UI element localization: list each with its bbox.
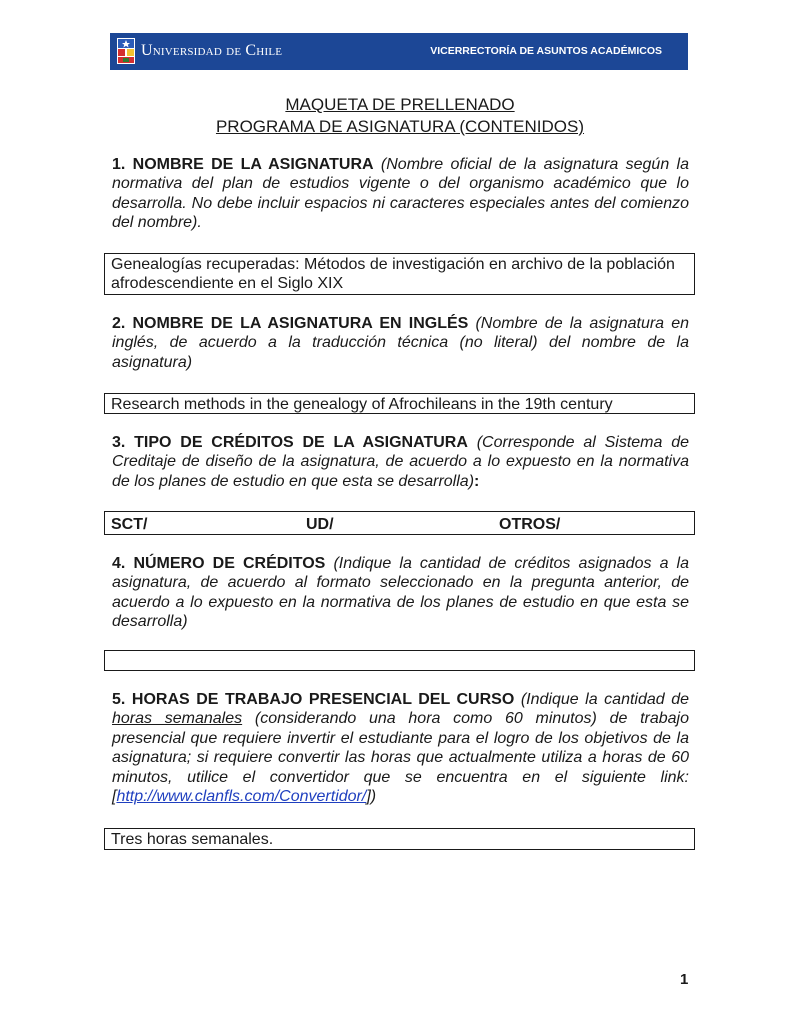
page-title: MAQUETA DE PRELLENADO: [285, 95, 515, 114]
section-3-heading: 3. TIPO DE CRÉDITOS DE LA ASIGNATURA: [112, 434, 468, 451]
section-1-text: [112, 155, 689, 233]
section-5-heading: 5. HORAS DE TRABAJO PRESENCIAL DEL CURSO: [112, 691, 515, 708]
section-3-description: (Corresponde al Sistema de Creditaje de diseño de la asignatura, de acuerdo a lo expuesto en la normativa de los planes de estudio en que esta se desarrolla): [112, 434, 689, 490]
convertidor-link[interactable]: http://www.clanfls.com/Convertidor/: [116, 788, 367, 806]
ud-field[interactable]: UD/: [306, 516, 334, 533]
section-3-text: [112, 433, 689, 491]
section-2-heading: 2. NOMBRE DE LA ASIGNATURA EN INGLÉS: [112, 315, 469, 332]
section-3-credit-types: [104, 511, 695, 535]
section-1-description: (Nombre oficial de la asignatura según la normativa del plan de estudios vigente o del organismo académico que lo desarrolla. No debe incluir espacios ni caracteres especiales antes del comienzo del nombre).: [112, 156, 690, 232]
section-4-heading: 4. NÚMERO DE CRÉDITOS: [112, 555, 326, 572]
otros-field[interactable]: OTROS/: [499, 516, 561, 533]
section-3-colon: :: [474, 472, 480, 490]
university-name: Universidad de Chile: [141, 42, 283, 59]
section-2-description: (Nombre de la asignatura en inglés, de acuerdo a la traducción técnica (no literal) del nombre de la asignatura): [112, 315, 689, 371]
section-1-answer[interactable]: Genealogías recuperadas: Métodos de investigación en archivo de la población afrodescendiente en el Siglo XIX: [104, 253, 695, 295]
page-subtitle: PROGRAMA DE ASIGNATURA (CONTENIDOS): [215, 117, 585, 136]
header-bar: [110, 33, 688, 70]
section-5-answer[interactable]: Tres horas semanales.: [104, 828, 695, 850]
section-5-description-c: ]): [366, 788, 377, 806]
section-2-text: [112, 314, 689, 372]
section-4-answer[interactable]: [104, 650, 695, 671]
sct-field[interactable]: SCT/: [111, 516, 148, 533]
section-2-answer[interactable]: Research methods in the genealogy of Afrochileans in the 19th century: [104, 393, 695, 414]
horas-semanales-text: horas semanales: [112, 710, 243, 728]
section-4-text: [112, 554, 689, 632]
section-4-description: (Indique la cantidad de créditos asignados a la asignatura, de acuerdo al formato seleccionado en la pregunta anterior, de acuerdo a lo expuesto en la normativa de los planes de estudio en que esta se desarrolla): [112, 555, 690, 631]
vicerrectoria-label: VICERRECTORÍA DE ASUNTOS ACADÉMICOS: [430, 45, 662, 57]
section-5-description-b: (considerando una hora como 60 minutos) de trabajo presencial que requiere invertir el estudiante para el logro de los objetivos de la asignatura; si requiere convertir las horas que actualmente utiliza a horas de 60 minutos, utilice el convertidor que se encuentra en el siguiente link: [: [112, 710, 690, 806]
section-5-text: [112, 690, 689, 806]
university-shield-icon: [117, 38, 135, 64]
section-5-description-a: (Indique la cantidad de: [520, 691, 689, 708]
section-1-heading: 1. NOMBRE DE LA ASIGNATURA: [112, 156, 374, 173]
page-number: 1: [680, 971, 689, 988]
